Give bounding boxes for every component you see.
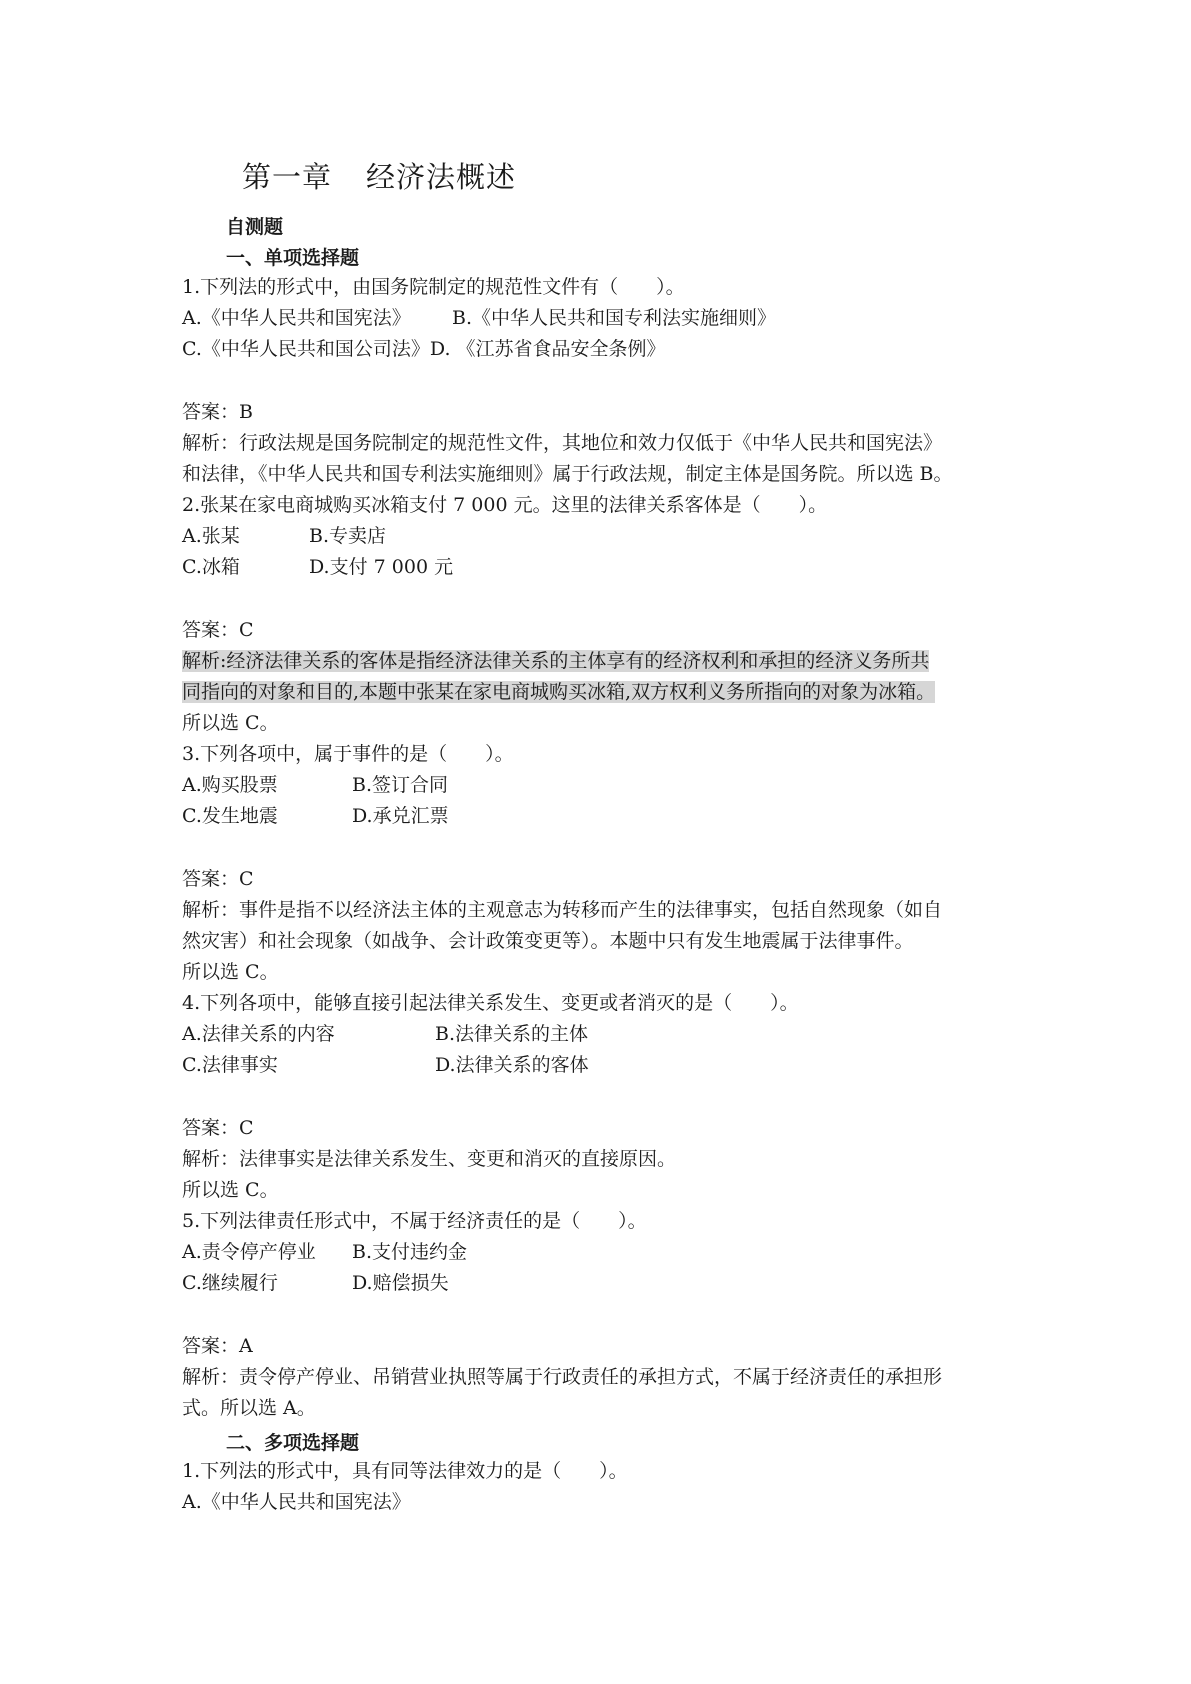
- multi-question-1-option-a: A.《中华人民共和国宪法》: [182, 1491, 411, 1513]
- option-d: D.法律关系的客体: [435, 1054, 589, 1076]
- option-d: D.赔偿损失: [352, 1272, 449, 1294]
- question-5-explanation-line-1: 解析：责令停产停业、吊销营业执照等属于行政责任的承担方式，不属于经济责任的承担形: [182, 1366, 943, 1388]
- question-2-explanation-line-3: 所以选 C。: [182, 712, 279, 734]
- option-a: A.购买股票: [182, 774, 278, 796]
- chapter-heading: [242, 155, 516, 196]
- question-1-explanation-line-1: 解析：行政法规是国务院制定的规范性文件，其地位和效力仅低于《中华人民共和国宪法》: [182, 432, 943, 454]
- question-2-explanation-line-2: [182, 677, 935, 708]
- question-5-answer: 答案：A: [182, 1335, 253, 1357]
- question-3-explanation-line-1: 解析：事件是指不以经济法主体的主观意志为转移而产生的法律事实，包括自然现象（如自: [182, 899, 943, 921]
- question-1-options-cd: [182, 334, 666, 365]
- question-5-options-ab: [182, 1237, 467, 1268]
- question-3-options-ab: [182, 770, 448, 801]
- question-4-options-ab: [182, 1019, 588, 1050]
- multi-question-1-stem: 1.下列法的形式中，具有同等法律效力的是（ ）。: [182, 1460, 628, 1482]
- option-a: A.张某: [182, 525, 240, 547]
- option-b: B.支付违约金: [352, 1241, 468, 1263]
- option-d: D.承兑汇票: [352, 805, 449, 827]
- question-1-answer: 答案：B: [182, 401, 253, 423]
- question-4-explanation-line-2: 所以选 C。: [182, 1179, 279, 1201]
- question-1-options-ab: [182, 303, 776, 334]
- question-2-explanation-line-1: [182, 646, 929, 677]
- question-1-stem: 1.下列法的形式中，由国务院制定的规范性文件有（ ）。: [182, 276, 685, 298]
- self-test-heading: 自测题: [226, 216, 284, 238]
- question-3-explanation-line-3: 所以选 C。: [182, 961, 279, 983]
- question-5-stem: 5.下列法律责任形式中，不属于经济责任的是（ ）。: [182, 1210, 647, 1232]
- option-b: B.《中华人民共和国专利法实施细则》: [452, 307, 777, 329]
- option-d: D. 《江苏省食品安全条例》: [429, 338, 666, 360]
- chapter-number: 第一章: [242, 160, 333, 194]
- option-b: B.专卖店: [309, 525, 387, 547]
- question-2-stem: 2.张某在家电商城购买冰箱支付 7 000 元。这里的法律关系客体是（ ）。: [182, 494, 828, 516]
- question-2-options-cd: [182, 552, 453, 583]
- question-2-answer: 答案：C: [182, 619, 254, 641]
- question-1-explanation-line-2: 和法律，《中华人民共和国专利法实施细则》属于行政法规，制定主体是国务院。所以选 B。: [182, 463, 953, 485]
- highlighted-text: 同指向的对象和目的,本题中张某在家电商城购买冰箱,双方权利义务所指向的对象为冰箱。: [182, 681, 936, 703]
- question-3-answer: 答案：C: [182, 868, 254, 890]
- question-4-answer: 答案：C: [182, 1117, 254, 1139]
- option-c: C.法律事实: [182, 1054, 278, 1076]
- option-a: A.法律关系的内容: [182, 1023, 335, 1045]
- section-multiple-choice-heading: 二、多项选择题: [226, 1432, 360, 1454]
- option-c: C.冰箱: [182, 556, 240, 578]
- option-d: D.支付 7 000 元: [309, 556, 454, 578]
- question-3-stem: 3.下列各项中，属于事件的是（ ）。: [182, 743, 514, 765]
- chapter-title: 经济法概述: [366, 160, 517, 194]
- question-2-options-ab: [182, 521, 386, 552]
- option-b: B.签订合同: [352, 774, 449, 796]
- question-5-explanation-line-2: 式。所以选 A。: [182, 1397, 316, 1419]
- question-5-options-cd: [182, 1268, 449, 1299]
- option-c: C.《中华人民共和国公司法》: [182, 338, 430, 360]
- option-c: C.发生地震: [182, 805, 278, 827]
- option-a: A.责令停产停业: [182, 1241, 316, 1263]
- option-b: B.法律关系的主体: [435, 1023, 589, 1045]
- highlighted-text: 解析:经济法律关系的客体是指经济法律关系的主体享有的经济权利和承担的经济义务所共: [182, 650, 930, 672]
- question-4-options-cd: [182, 1050, 589, 1081]
- option-c: C.继续履行: [182, 1272, 278, 1294]
- question-3-options-cd: [182, 801, 449, 832]
- question-4-stem: 4.下列各项中，能够直接引起法律关系发生、变更或者消灭的是（ ）。: [182, 992, 799, 1014]
- question-4-explanation-line-1: 解析：法律事实是法律关系发生、变更和消灭的直接原因。: [182, 1148, 677, 1170]
- option-a: A.《中华人民共和国宪法》: [182, 307, 411, 329]
- section-single-choice-heading: 一、单项选择题: [226, 247, 360, 269]
- question-3-explanation-line-2: 然灾害）和社会现象（如战争、会计政策变更等）。本题中只有发生地震属于法律事件。: [182, 930, 914, 952]
